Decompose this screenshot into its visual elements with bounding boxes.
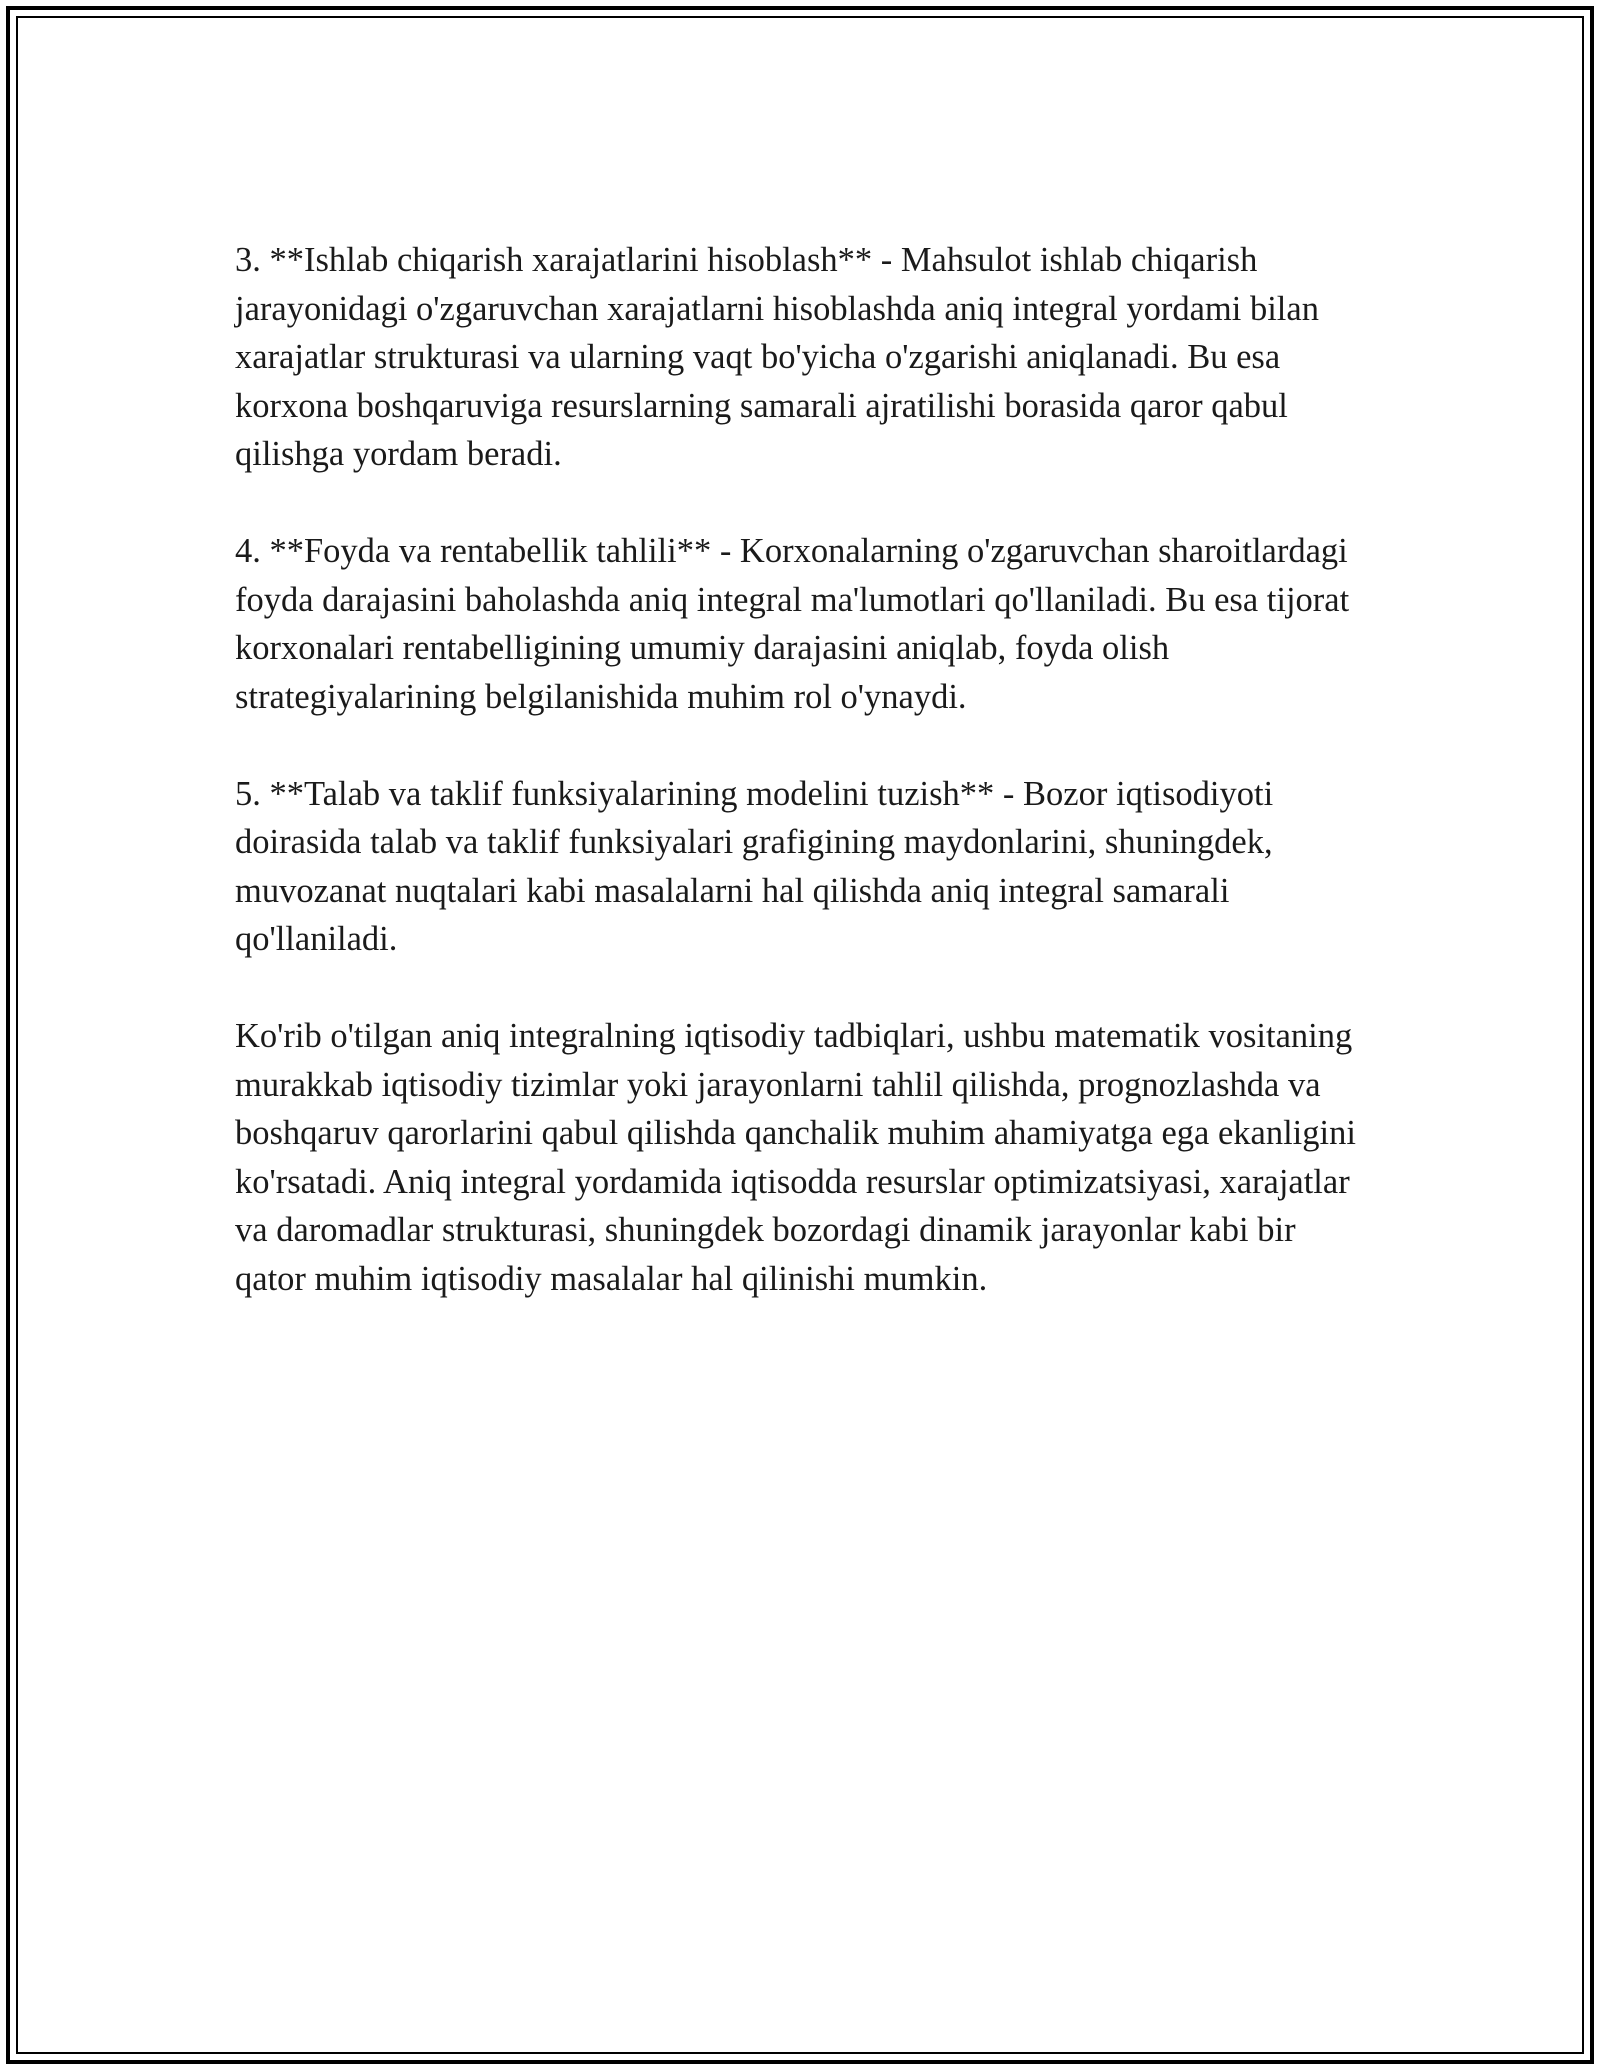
paragraph-conclusion: Ko'rib o'tilgan aniq integralning iqtisodiy tadbiqlari, ushbu matematik vositaning murakkab iqtisodiy tizimlar yoki jarayonlarni tahlil qilishda, prognozlashda va boshqaruv qarorlarini qabul qilishda qanchalik muhim ahamiyatga ega ekanligini ko'rsatadi. Aniq integral yordamida iqtisodda resurslar optimizatsiyasi, xarajatlar va daromadlar strukturasi, shuningdek bozordagi dinamik jarayonlar kabi bir qator muhim iqtisodiy masalalar hal qilinishi mumkin.	[235, 1017, 1356, 1298]
paragraph-production-costs: 3. **Ishlab chiqarish xarajatlarini hisoblash** - Mahsulot ishlab chiqarish jarayonidagi o'zgaruvchan xarajatlarni hisoblashda aniq integral yordami bilan xarajatlar strukturasi va ularning vaqt bo'yicha o'zgarishi aniqlanadi. Bu esa korxona boshqaruviga resurslarning samarali ajratilishi borasida qaror qabul qilishga yordam beradi.	[235, 241, 1319, 473]
paragraph-supply-demand: 5. **Talab va taklif funksiyalarining modelini tuzish** - Bozor iqtisodiyoti doirasida talab va taklif funksiyalari grafigining maydonlarini, shuningdek, muvozanat nuqtalari kabi masalalarni hal qilishda aniq integral samarali qo'llaniladi.	[235, 774, 1274, 958]
paragraph-profit-analysis: 4. **Foyda va rentabellik tahlili** - Korxonalarning o'zgaruvchan sharoitlardagi foyda darajasini baholashda aniq integral ma'lumotlari qo'llaniladi. Bu esa tijorat korxonalari rentabelligining umumiy darajasini aniqlab, foyda olish strategiyalarining belgilanishida muhim rol o'ynaydi.	[235, 532, 1350, 716]
document-body	[235, 236, 1360, 1352]
